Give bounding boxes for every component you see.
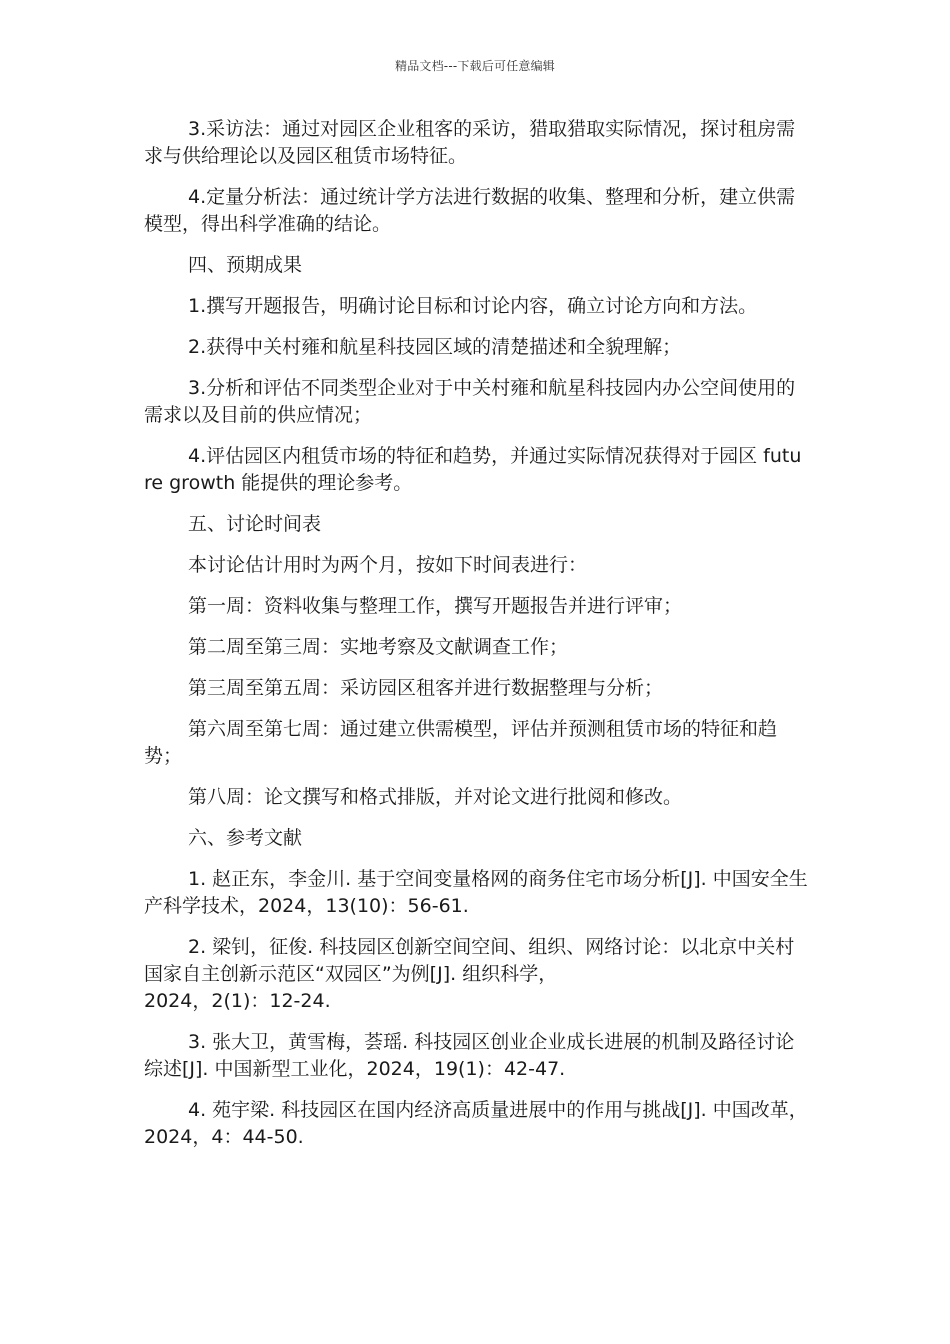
timeline-week-3-5: 第三周至第五周：采访园区租客并进行数据整理与分析； bbox=[188, 677, 664, 699]
section-heading-expected-results: 四、预期成果 bbox=[188, 254, 303, 276]
document-body bbox=[144, 116, 808, 1165]
reference-item bbox=[144, 934, 808, 1015]
reference-text: 3. 张大卫，黄雪梅，荟瑶. 科技园区创业企业成长进展的机制及路径讨论综述[J]. 中国新型工业化，2024，19(1)：42-47. bbox=[144, 1031, 795, 1080]
reference-item bbox=[144, 1029, 808, 1083]
reference-text: 4. 苑宇梁. 科技园区在国内经济高质量进展中的作用与挑战[J]. 中国改革，2024，4：44-50. bbox=[144, 1099, 808, 1148]
reference-text: 2. 梁钊，征俊. 科技园区创新空间空间、组织、网络讨论：以北京中关村国家自主创新示范区“双园区”为例[J]. 组织科学， bbox=[144, 936, 795, 985]
list-item-result-4: 4.评估园区内租赁市场的特征和趋势，并通过实际情况获得对于园区 future growth 能提供的理论参考。 bbox=[144, 445, 802, 494]
reference-item bbox=[144, 1097, 808, 1151]
section-heading-references: 六、参考文献 bbox=[188, 827, 303, 849]
timeline-week-1: 第一周：资料收集与整理工作，撰写开题报告并进行评审； bbox=[188, 595, 683, 617]
timeline-week-2-3: 第二周至第三周：实地考察及文献调查工作； bbox=[188, 636, 569, 658]
timeline-week-6-7: 第六周至第七周：通过建立供需模型，评估并预测租赁市场的特征和趋势； bbox=[144, 718, 778, 767]
list-item-result-2: 2.获得中关村雍和航星科技园区域的清楚描述和全貌理解； bbox=[188, 336, 682, 358]
list-item-result-3: 3.分析和评估不同类型企业对于中关村雍和航星科技园内办公空间使用的需求以及目前的供应情况； bbox=[144, 377, 796, 426]
reference-item bbox=[144, 866, 808, 920]
timeline-intro: 本讨论估计用时为两个月，按如下时间表进行： bbox=[188, 554, 588, 576]
page-header: 精品文档---下载后可任意编辑 bbox=[395, 59, 555, 73]
paragraph-quantitative-method: 4.定量分析法：通过统计学方法进行数据的收集、整理和分析，建立供需模型，得出科学准确的结论。 bbox=[144, 186, 796, 235]
list-item-result-1: 1.撰写开题报告，明确讨论目标和讨论内容，确立讨论方向和方法。 bbox=[188, 295, 758, 317]
section-heading-timeline: 五、讨论时间表 bbox=[188, 513, 322, 535]
reference-text: 1. 赵正东，李金川. 基于空间变量格网的商务住宅市场分析[J]. 中国安全生产科学技术，2024，13(10)：56-61. bbox=[144, 868, 808, 917]
reference-text-continuation: 2024，2(1)：12-24. bbox=[144, 990, 331, 1012]
paragraph-interview-method: 3.采访法：通过对园区企业租客的采访，猎取猎取实际情况，探讨租房需求与供给理论以及园区租赁市场特征。 bbox=[144, 118, 796, 167]
timeline-week-8: 第八周：论文撰写和格式排版，并对论文进行批阅和修改。 bbox=[188, 786, 683, 808]
